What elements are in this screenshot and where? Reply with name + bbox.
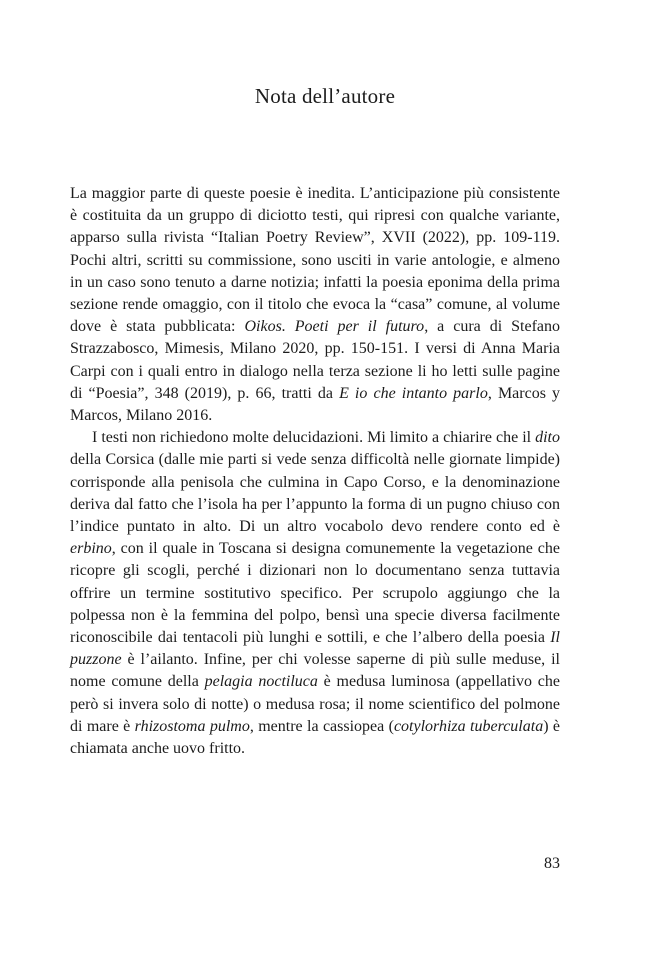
text-run: , Marcos y Marcos, Milano 2016. [70, 384, 561, 425]
text-run: , a cura di Stefano Strazzabosco, Mimesis, Milano 2020, pp. 150-151. I versi di Anna Maria Carpi con i quali entro in dialogo nella terza sezione li ho letti sulle pagine di “Poesia”, 348 (2019), p. 66, tratti da [70, 318, 561, 402]
text-run: ) è chiamata anche uovo fritto. [70, 717, 561, 758]
italic-text-run: Il puzzone [70, 629, 560, 669]
italic-text-run: dito [535, 429, 560, 447]
page-title: Nota dell’autore [254, 84, 396, 108]
paragraph-1 [70, 183, 560, 427]
italic-text-run: erbino [70, 540, 112, 558]
italic-text-run: cotylorhiza tuberculata [393, 717, 544, 735]
italic-text-run: pelagia noctiluca [204, 673, 318, 691]
italic-text-run: Oikos. Poeti per il futuro [244, 318, 425, 336]
page-number: 83 [544, 855, 560, 872]
text-run: I testi non richiedono molte delucidazioni. Mi limito a chiarire che il [92, 429, 536, 447]
text-run: La maggior parte di queste poesie è inedita. L’anticipazione più consistente è costituita da un gruppo di diciotto testi, qui ripresi con qualche variante, apparso sulla rivista “Italian Poetry Review”, XVII (2022), pp. 109-119. Pochi altri, scritti su commissione, sono usciti in varie antologie, e almeno in un caso sono tenuto a darne notizia; infatti la poesia eponima della prima sezione rende omaggio, con il titolo che evoca la “casa” comune, al volume dove è stata pubblicata: [70, 185, 560, 336]
italic-text-run: E io che intanto parlo [339, 384, 488, 402]
text-run: , mentre la cassiopea ( [249, 717, 394, 735]
italic-text-run: rhizostoma pulmo [134, 717, 250, 735]
text-run: è l’ailanto. Infine, per chi volesse saperne di più sulle meduse, il nome comune della [70, 651, 560, 691]
text-run: , con il quale in Toscana si designa comunemente la vegetazione che ricopre gli scogli, perché i dizionari non lo documentano senza tuttavia offrire un termine sostitutivo specifico. Per scrupolo aggiungo che la polpessa non è la femmina del polpo, bensì una specie diversa facilmente riconoscibile dai tentacoli più lunghi e sottili, e che l’albero della poesia [70, 540, 560, 647]
body-text [70, 183, 560, 760]
paragraph-2 [70, 427, 560, 760]
text-run: della Corsica (dalle mie parti si vede senza difficoltà nelle giornate limpide) corrisponde alla penisola che culmina in Capo Corso, e la denominazione deriva dal fatto che l’isola ha per l’appunto la forma di un pugno chiuso con l’indice puntato in alto. Di un altro vocabolo devo rendere conto ed è [70, 451, 560, 536]
text-run: è medusa luminosa (appellativo che però si invera solo di notte) o medusa rosa; il nome scientifico del polmone di mare è [70, 673, 561, 735]
